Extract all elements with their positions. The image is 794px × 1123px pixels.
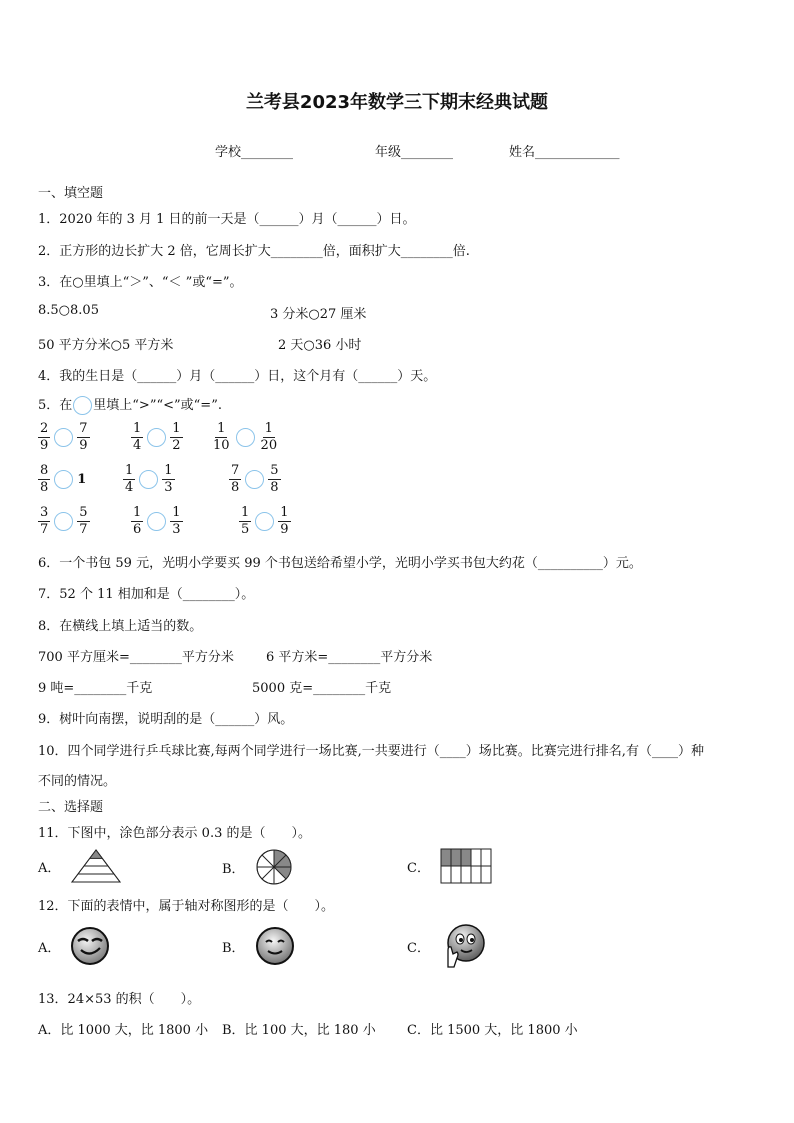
question-11: 11．下图中，涂色部分表示 0.3 的是（ ）。 — [38, 826, 311, 841]
question-1: 1．2020 年的 3 月 1 日的前一天是（______）月（______）日。 — [38, 212, 416, 227]
grade-field: 年级________ — [375, 145, 454, 160]
compare-circle-icon[interactable] — [147, 428, 166, 447]
question-8d: 5000 克=________千克 — [252, 681, 392, 696]
option-13a[interactable]: A．比 1000 大，比 1800 小 — [38, 1023, 209, 1038]
thinking-face-icon — [440, 922, 488, 970]
fraction-compare: $\frac{1}{5}$ $\frac{1}{9}$ — [241, 505, 289, 537]
compare-circle-icon[interactable] — [54, 512, 73, 531]
fraction-compare: $\frac{7}{8}$ $\frac{5}{8}$ — [231, 463, 279, 495]
question-8b: 6 平方米=________平方分米 — [266, 650, 433, 665]
compare-circle-icon — [73, 396, 92, 415]
grid-shape-icon — [440, 848, 492, 884]
compare-circle-icon[interactable] — [147, 512, 166, 531]
question-12: 12．下面的表情中，属于轴对称图形的是（ ）。 — [38, 899, 335, 914]
smirk-face-icon — [70, 926, 110, 966]
question-3b: 3 分米○27 厘米 — [270, 307, 367, 322]
triangle-shape-icon — [70, 848, 122, 884]
fraction-compare: $\frac{1}{10}$ $\frac{1}{20}$ — [213, 421, 278, 453]
section-fill-blank: 一、填空题 — [38, 186, 104, 201]
option-11a[interactable]: A． — [38, 848, 122, 884]
option-13b[interactable]: B．比 100 大，比 180 小 — [222, 1023, 376, 1038]
compare-circle-icon[interactable] — [245, 470, 264, 489]
question-7: 7．52 个 11 相加和是（________）。 — [38, 587, 255, 602]
compare-circle-icon[interactable] — [139, 470, 158, 489]
fraction-compare: $\frac{1}{4}$ $\frac{1}{3}$ — [125, 463, 173, 495]
question-8: 8．在横线上填上适当的数。 — [38, 619, 203, 634]
fraction-compare: $\frac{1}{4}$ $\frac{1}{2}$ — [133, 421, 181, 453]
question-3: 3．在○里填上“＞”、“＜ ”或“=”。 — [38, 275, 243, 290]
question-4: 4．我的生日是（______）月（______）日，这个月有（______）天。 — [38, 369, 437, 384]
fraction-compare: $\frac{1}{6}$ $\frac{1}{3}$ — [133, 505, 181, 537]
compare-circle-icon[interactable] — [236, 428, 255, 447]
name-field: 姓名_____________ — [509, 145, 620, 160]
smile-face-icon — [255, 926, 295, 966]
question-13: 13．24×53 的积（ ）。 — [38, 992, 201, 1007]
page-title: 兰考县2023年数学三下期末经典试题 — [245, 92, 549, 113]
question-10: 10．四个同学进行乒乓球比赛,每两个同学进行一场比赛,一共要进行（____）场比赛。比赛完进行排名,有（____）种 — [38, 744, 704, 759]
question-3a: 8.5○8.05 — [38, 303, 99, 318]
fraction-compare: $\frac{2}{9}$ $\frac{7}{9}$ — [40, 421, 88, 453]
question-6: 6．一个书包 59 元，光明小学要买 99 个书包送给希望小学，光明小学买书包大约花（__________）元。 — [38, 556, 642, 571]
option-12c[interactable]: C． — [407, 922, 488, 970]
option-11b[interactable]: B． — [222, 848, 293, 886]
question-5-suffix: 里填上“>”“<”或“=”. — [93, 398, 222, 413]
question-2: 2．正方形的边长扩大 2 倍，它周长扩大________倍，面积扩大________倍. — [38, 244, 470, 259]
compare-circle-icon[interactable] — [255, 512, 274, 531]
fraction-compare: $\frac{3}{7}$ $\frac{5}{7}$ — [40, 505, 88, 537]
question-3c: 50 平方分米○5 平方米 — [38, 338, 174, 353]
question-10-cont: 不同的情况。 — [38, 774, 117, 789]
option-12a[interactable]: A． — [38, 926, 110, 966]
option-12b[interactable]: B． — [222, 926, 295, 966]
school-field: 学校________ — [215, 145, 294, 160]
fraction-compare: $\frac{8}{8}$ 1 — [40, 463, 87, 495]
option-11c[interactable]: C． — [407, 848, 492, 884]
question-9: 9．树叶向南摆，说明刮的是（______）风。 — [38, 712, 294, 727]
compare-circle-icon[interactable] — [54, 428, 73, 447]
question-5-prefix: 5．在 — [38, 398, 73, 413]
option-13c[interactable]: C．比 1500 大，比 1800 小 — [407, 1023, 578, 1038]
question-8c: 9 吨=________千克 — [38, 681, 153, 696]
question-3d: 2 天○36 小时 — [278, 338, 362, 353]
question-5 — [38, 394, 222, 415]
question-8a: 700 平方厘米=________平方分米 — [38, 650, 234, 665]
compare-circle-icon[interactable] — [54, 470, 73, 489]
divided-circle-icon — [255, 848, 293, 886]
section-choice: 二、选择题 — [38, 800, 104, 815]
